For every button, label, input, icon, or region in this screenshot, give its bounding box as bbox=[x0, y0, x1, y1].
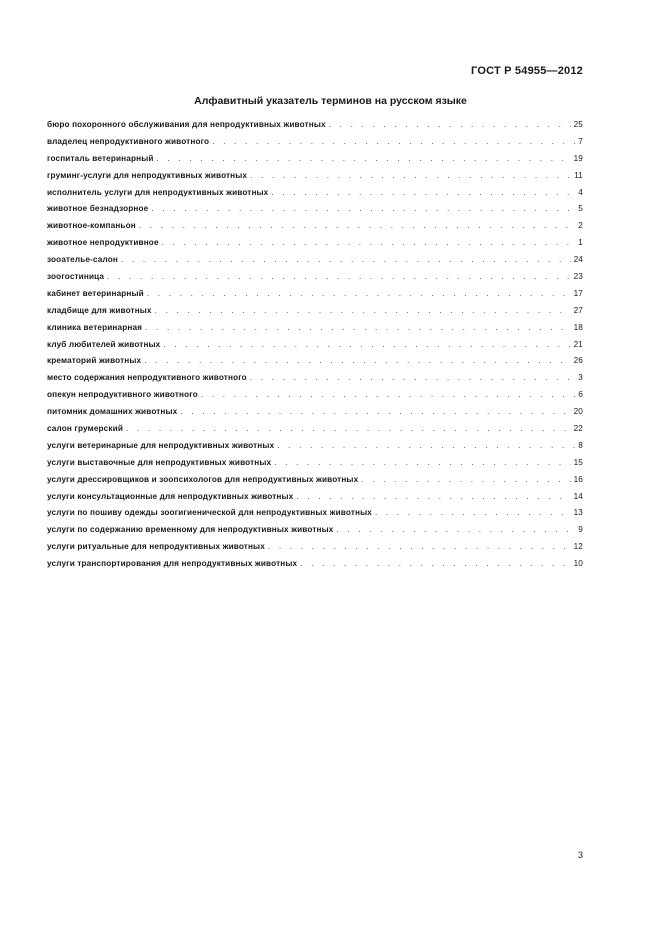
document-code: ГОСТ Р 54955—2012 bbox=[471, 65, 583, 77]
dot-leader bbox=[361, 475, 570, 484]
index-page-ref: 14 bbox=[573, 491, 583, 501]
dot-leader bbox=[162, 238, 576, 247]
index-term: животное-компаньон bbox=[47, 221, 136, 231]
index-term: зоогостиница bbox=[47, 272, 105, 282]
dot-leader bbox=[274, 458, 570, 467]
dot-leader bbox=[250, 373, 575, 382]
index-page-ref: 27 bbox=[573, 305, 583, 315]
index-entry bbox=[47, 154, 583, 171]
dot-leader bbox=[271, 188, 575, 197]
dot-leader bbox=[180, 407, 570, 416]
dot-leader bbox=[121, 255, 571, 264]
dot-leader bbox=[250, 171, 571, 180]
index-term: услуги по пошиву одежды зоогигиенической для непродуктивных животных bbox=[47, 508, 372, 518]
dot-leader bbox=[201, 390, 575, 399]
index-term: услуги транспортирования для непродуктивных животных bbox=[47, 559, 298, 569]
index-term: крематорий животных bbox=[47, 356, 142, 366]
dot-leader bbox=[300, 559, 570, 568]
index-page-ref: 12 bbox=[573, 542, 583, 552]
index-entry bbox=[47, 137, 583, 154]
index-term: услуги ветеринарные для непродуктивных животных bbox=[47, 440, 275, 450]
index-page-ref: 23 bbox=[573, 272, 583, 282]
index-page-ref: 7 bbox=[578, 136, 583, 146]
index-page-ref: 20 bbox=[573, 407, 583, 417]
index-entry bbox=[47, 289, 583, 306]
index-page-ref: 8 bbox=[578, 440, 583, 450]
index-title: Алфавитный указатель терминов на русском языке bbox=[194, 95, 467, 107]
index-page-ref: 2 bbox=[578, 221, 583, 231]
dot-leader bbox=[147, 289, 571, 298]
index-page-ref: 17 bbox=[573, 288, 583, 298]
dot-leader bbox=[163, 340, 570, 349]
index-entry bbox=[47, 120, 583, 137]
index-page-ref: 1 bbox=[578, 238, 583, 248]
dot-leader bbox=[155, 306, 571, 315]
index-term: кабинет ветеринарный bbox=[47, 288, 144, 298]
index-page-ref: 16 bbox=[573, 474, 583, 484]
index-page-ref: 24 bbox=[573, 255, 583, 265]
index-entry bbox=[47, 238, 583, 255]
index-entry bbox=[47, 373, 583, 390]
dot-leader bbox=[212, 137, 575, 146]
index-entry bbox=[47, 221, 583, 238]
index-page-ref: 11 bbox=[574, 170, 583, 180]
dot-leader bbox=[107, 272, 570, 281]
index-entry bbox=[47, 356, 583, 373]
index-entry bbox=[47, 171, 583, 188]
index-page-ref: 15 bbox=[573, 457, 583, 467]
index-entry bbox=[47, 188, 583, 205]
index-term: животное безнадзорное bbox=[47, 204, 149, 214]
index-term: зооателье-салон bbox=[47, 255, 118, 265]
index-entry bbox=[47, 340, 583, 357]
term-index-list bbox=[47, 120, 583, 576]
index-page-ref: 6 bbox=[578, 390, 583, 400]
index-page-ref: 22 bbox=[573, 424, 583, 434]
index-term: владелец непродуктивного животного bbox=[47, 136, 210, 146]
dot-leader bbox=[126, 424, 571, 433]
index-term: услуги консультационные для непродуктивных животных bbox=[47, 491, 294, 501]
dot-leader bbox=[268, 542, 571, 551]
index-term: клуб любителей животных bbox=[47, 339, 161, 349]
dot-leader bbox=[144, 356, 570, 365]
index-page-ref: 3 bbox=[578, 373, 583, 383]
index-term: опекун непродуктивного животного bbox=[47, 390, 198, 400]
index-page-ref: 21 bbox=[573, 339, 583, 349]
index-term: услуги выставочные для непродуктивных животных bbox=[47, 457, 272, 467]
index-term: груминг-услуги для непродуктивных животных bbox=[47, 170, 248, 180]
index-entry bbox=[47, 306, 583, 323]
index-page-ref: 18 bbox=[573, 322, 583, 332]
dot-leader bbox=[375, 508, 571, 517]
index-entry bbox=[47, 407, 583, 424]
index-entry bbox=[47, 492, 583, 509]
index-term: исполнитель услуги для непродуктивных животных bbox=[47, 187, 269, 197]
index-entry bbox=[47, 475, 583, 492]
index-page-ref: 4 bbox=[578, 187, 583, 197]
index-term: салон грумерский bbox=[47, 424, 123, 434]
index-entry bbox=[47, 441, 583, 458]
index-entry bbox=[47, 559, 583, 576]
index-entry bbox=[47, 525, 583, 542]
index-term: кладбище для животных bbox=[47, 305, 152, 315]
index-entry bbox=[47, 204, 583, 221]
index-entry bbox=[47, 542, 583, 559]
index-page-ref: 13 bbox=[573, 508, 583, 518]
index-page-ref: 10 bbox=[573, 559, 583, 569]
index-entry bbox=[47, 508, 583, 525]
index-page-ref: 26 bbox=[573, 356, 583, 366]
index-entry bbox=[47, 323, 583, 340]
index-term: услуги ритуальные для непродуктивных животных bbox=[47, 542, 265, 552]
dot-leader bbox=[157, 154, 571, 163]
index-entry bbox=[47, 390, 583, 407]
index-page-ref: 25 bbox=[573, 120, 583, 129]
index-term: услуги дрессировщиков и зоопсихологов для непродуктивных животных bbox=[47, 474, 359, 484]
index-term: питомник домашних животных bbox=[47, 407, 178, 417]
index-term: услуги по содержанию временному для непродуктивных животных bbox=[47, 525, 334, 535]
dot-leader bbox=[329, 120, 571, 129]
dot-leader bbox=[139, 221, 575, 230]
index-term: бюро похоронного обслуживания для непродуктивных животных bbox=[47, 120, 326, 129]
dot-leader bbox=[151, 204, 575, 213]
dot-leader bbox=[145, 323, 570, 332]
dot-leader bbox=[277, 441, 575, 450]
index-term: животное непродуктивное bbox=[47, 238, 159, 248]
dot-leader bbox=[296, 492, 570, 501]
page-number: 3 bbox=[577, 850, 583, 860]
index-entry bbox=[47, 255, 583, 272]
index-term: клиника ветеринарная bbox=[47, 322, 143, 332]
index-entry bbox=[47, 458, 583, 475]
index-page-ref: 9 bbox=[578, 525, 583, 535]
index-term: место содержания непродуктивного животного bbox=[47, 373, 247, 383]
index-entry bbox=[47, 424, 583, 441]
index-page-ref: 5 bbox=[578, 204, 583, 214]
index-entry bbox=[47, 272, 583, 289]
index-page-ref: 19 bbox=[573, 153, 583, 163]
dot-leader bbox=[336, 525, 575, 534]
index-term: госпиталь ветеринарный bbox=[47, 153, 154, 163]
